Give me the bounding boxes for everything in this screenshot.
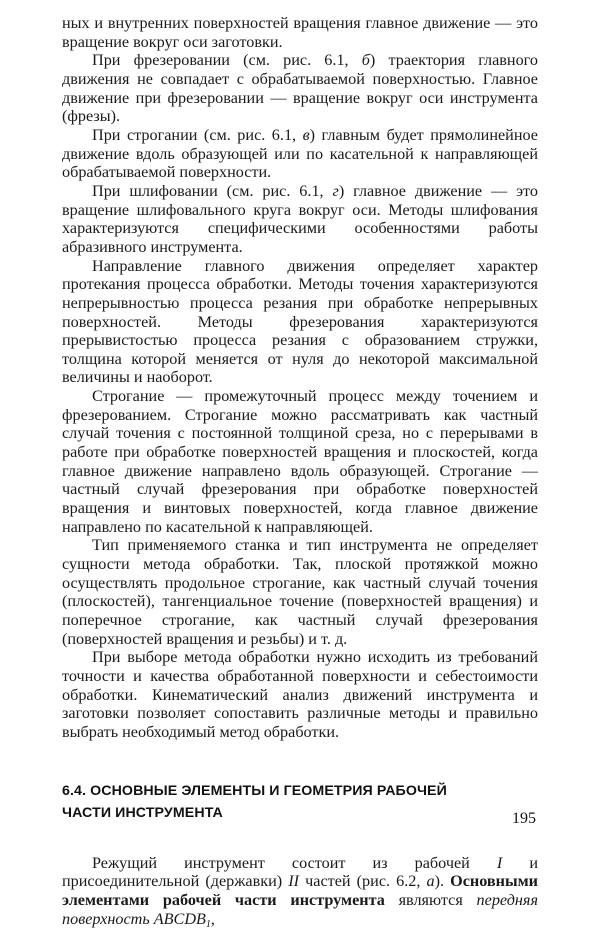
- section-heading-line-2: ЧАСТИ ИНСТРУМЕНТА: [62, 804, 223, 821]
- paragraph-text: ) главным будет прямолинейное движение вдоль образующей или по касательной к направляющей обрабатываемой поверхности.: [62, 125, 538, 182]
- figure-letter: в: [302, 125, 310, 144]
- paragraph-cutting-tool: [62, 854, 538, 934]
- figure-letter: б: [361, 51, 370, 70]
- figure-letter: г: [332, 181, 339, 200]
- paragraph-text: При фрезеровании (см. рис. 6.1,: [92, 51, 362, 70]
- section-heading: [62, 780, 538, 824]
- paragraph-text: ) траектория главного движения не совпадает с обрабатываемой поверхностью. Главное движение при фрезеровании — вращение вокруг оси инструмента (фрезы).: [62, 51, 538, 126]
- paragraph-planing: [62, 126, 538, 182]
- paragraph-text: являются: [384, 890, 477, 909]
- paragraph-continuation: ных и внутренних поверхностей вращения главное движение — это вращение вокруг оси заготовки.: [62, 14, 538, 51]
- subscript: 1: [205, 918, 211, 930]
- paragraph-planing-intermediate: Строгание — промежуточный процесс между точением и фрезерованием. Строгание можно рассматривать как частный случай точения с постоянной толщиной среза, но с перерывами в работе при обработке поверхностей вращения и плоскостей, когда главное движение направлено вдоль образующей. Строгание — частный случай фрезерования при обработке поверхностей вращения и винтовых поверхностей, когда главное движение направлено по касательной к направляющей.: [62, 387, 538, 536]
- paragraph-text: частей (рис. 6.2,: [299, 872, 427, 891]
- paragraph-text: Режущий инструмент состоит из рабочей: [92, 853, 497, 872]
- paragraph-main-motion: Направление главного движения определяет характер протекания процесса обработки. Методы точения характеризуются непрерывностью процесса резания при обработке непрерывных поверхностей. Методы фрезерования характеризуются прерывистостью процесса резания с образованием стружки, толщина которой меняется от нуля до некоторой максимальной величины и наоборот.: [62, 256, 538, 387]
- book-page: [62, 14, 538, 934]
- paragraph-text: и присоединительной (державки): [62, 853, 538, 891]
- paragraph-machine-type: Тип применяемого станка и тип инструмента не определяет сущности метода обработки. Так, плоской протяжкой можно осуществлять продольное строгание, как частный случай точения (плоскостей), тангенциальное точение (поверхностей вращения) и поперечное строгание, как частный случай фрезерования (поверхностей вращения и резьбы) и т. д.: [62, 536, 538, 648]
- paragraph-text: При шлифовании (см. рис. 6.1,: [92, 181, 333, 200]
- paragraph-method-choice: При выборе метода обработки нужно исходить из требований точности и качества обработанной поверхности и себестоимости обработки. Кинематический анализ движений инструмента и заготовки позволяет сопоставить различные методы и правильно выбрать необходимый метод обработки.: [62, 648, 538, 741]
- paragraph-text: ).: [434, 872, 451, 891]
- section-heading-line-1: 6.4. ОСНОВНЫЕ ЭЛЕМЕНТЫ И ГЕОМЕТРИЯ РАБОЧЕЙ: [62, 782, 447, 799]
- paragraph-milling: [62, 51, 538, 126]
- paragraph-text: ) главное движение — это вращение шлифовального круга вокруг оси. Методы шлифования характеризуются специфическими особенностями работы абразивного инструмента.: [62, 181, 538, 256]
- figure-letter: а: [426, 872, 435, 891]
- page-number: 195: [512, 810, 536, 827]
- paragraph-text: ,: [210, 909, 215, 928]
- bold-term: Основными элементами рабочей части инструмента: [62, 872, 538, 909]
- roman-numeral-one: I: [496, 853, 503, 872]
- roman-numeral-two: II: [288, 872, 300, 891]
- paragraph-text: При строгании (см. рис. 6.1,: [92, 125, 303, 144]
- italic-term: передняя поверхность ABCDB: [62, 890, 538, 928]
- paragraph-grinding: [62, 182, 538, 257]
